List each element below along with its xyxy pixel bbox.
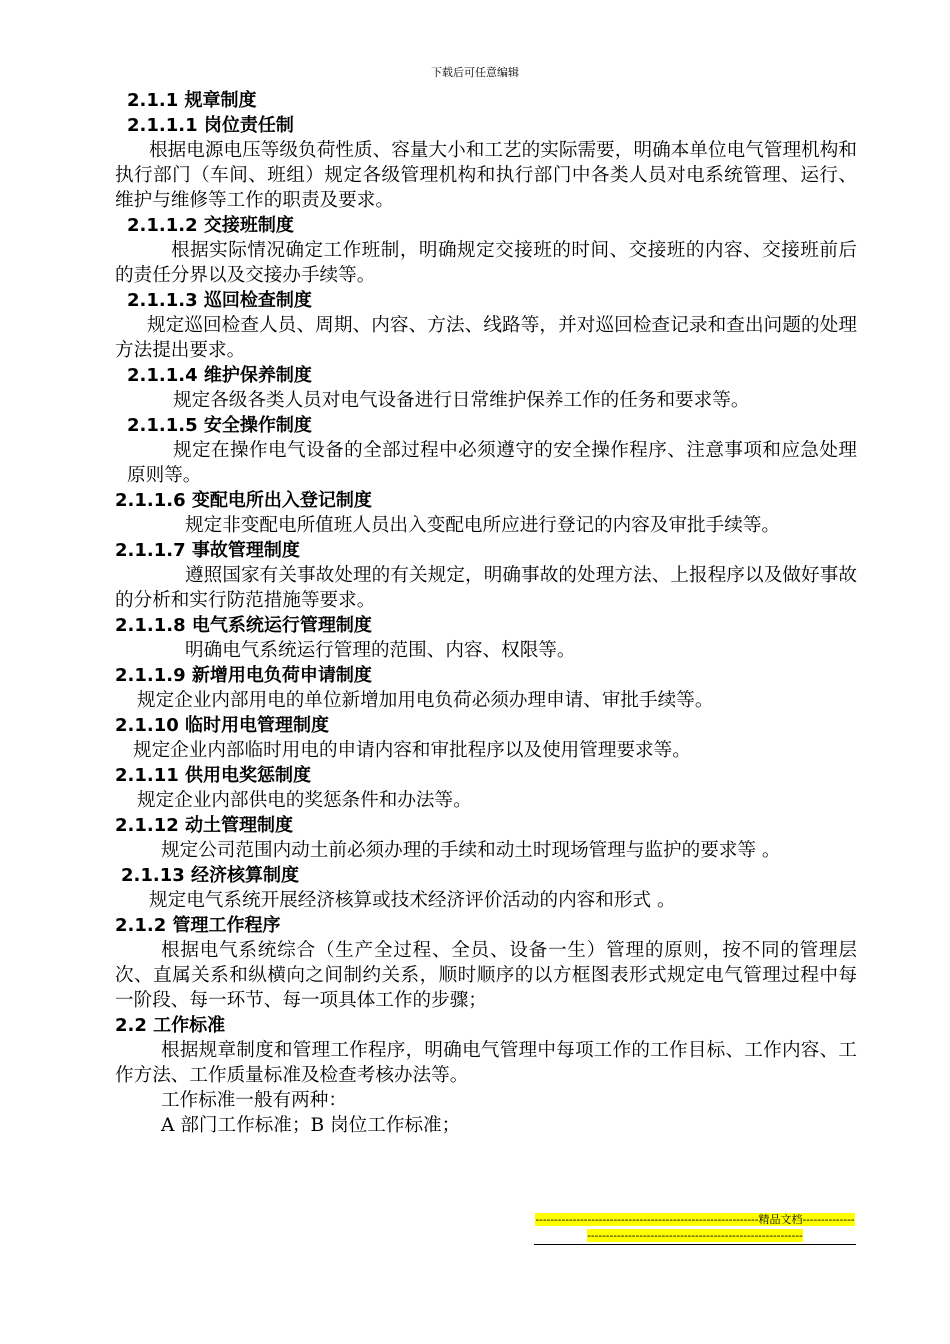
heading-2-1-1-1: 2.1.1.1 岗位责任制 bbox=[127, 115, 294, 136]
paragraph-standard-list: A 部门工作标准；B 岗位工作标准； bbox=[161, 1115, 461, 1136]
heading-2-1-1-5: 2.1.1.5 安全操作制度 bbox=[127, 415, 312, 436]
heading-2-1-12: 2.1.12 动土管理制度 bbox=[115, 815, 294, 836]
heading-2-1-1-7: 2.1.1.7 事故管理制度 bbox=[115, 540, 300, 561]
document-body bbox=[115, 88, 857, 1138]
paragraph-2-2: 根据规章制度和管理工作程序，明确电气管理中每项工作的工作目标、工作内容、工作方法、工作质量标准及检查考核办法等。 bbox=[115, 1040, 857, 1086]
heading-2-1-10: 2.1.10 临时用电管理制度 bbox=[115, 715, 330, 736]
heading-2-2: 2.2 工作标准 bbox=[115, 1015, 226, 1036]
heading-2-1-1-2: 2.1.1.2 交接班制度 bbox=[127, 215, 294, 236]
paragraph-standard-types: 工作标准一般有两种： bbox=[161, 1090, 347, 1111]
page-header: 下载后可任意编辑 bbox=[431, 66, 519, 79]
paragraph-2-1-2: 根据电气系统综合（生产全过程、全员、设备一生）管理的原则，按不同的管理层次、直属关系和纵横向之间制约关系，顺时顺序的以方框图表形式规定电气管理过程中每一阶段、每一环节、每一项具体工作的步骤； bbox=[115, 940, 857, 1011]
paragraph-2-1-1-4: 规定各级各类人员对电气设备进行日常维护保养工作的任务和要求等。 bbox=[173, 390, 750, 411]
page-footer bbox=[534, 1212, 856, 1245]
heading-2-1-11: 2.1.11 供用电奖惩制度 bbox=[115, 765, 312, 786]
heading-2-1-13: 2.1.13 经济核算制度 bbox=[121, 865, 300, 886]
paragraph-2-1-1-7: 遵照国家有关事故处理的有关规定，明确事故的处理方法、上报程序以及做好事故的分析和实行防范措施等要求。 bbox=[115, 565, 857, 611]
paragraph-2-1-11: 规定企业内部供电的奖惩条件和办法等。 bbox=[137, 790, 472, 811]
paragraph-2-1-1-1: 根据电源电压等级负荷性质、容量大小和工艺的实际需要，明确本单位电气管理机构和执行部门（车间、班组）规定各级管理机构和执行部门中各类人员对电系统管理、运行、维护与维修等工作的职责及要求。 bbox=[115, 140, 857, 211]
paragraph-2-1-1-5: 规定在操作电气设备的全部过程中必须遵守的安全操作程序、注意事项和应急处理原则等。 bbox=[127, 440, 857, 486]
paragraph-2-1-1-6: 规定非变配电所值班人员出入变配电所应进行登记的内容及审批手续等。 bbox=[185, 515, 781, 536]
heading-2-1-2: 2.1.2 管理工作程序 bbox=[115, 915, 281, 936]
paragraph-2-1-13: 规定电气系统开展经济核算或技术经济评价活动的内容和形式 。 bbox=[149, 890, 676, 911]
heading-2-1-1-9: 2.1.1.9 新增用电负荷申请制度 bbox=[115, 665, 372, 686]
heading-2-1-1: 2.1.1 规章制度 bbox=[127, 90, 257, 111]
paragraph-2-1-12: 规定公司范围内动土前必须办理的手续和动土时现场管理与监护的要求等 。 bbox=[161, 840, 781, 861]
paragraph-2-1-10: 规定企业内部临时用电的申请内容和审批程序以及使用管理要求等。 bbox=[133, 740, 691, 761]
heading-2-1-1-8: 2.1.1.8 电气系统运行管理制度 bbox=[115, 615, 372, 636]
footer-text: ------------------------------------------------------------精品文档------------------------------------------------------------------------ bbox=[535, 1213, 855, 1242]
paragraph-2-1-1-2: 根据实际情况确定工作班制，明确规定交接班的时间、交接班的内容、交接班前后的责任分界以及交接办手续等。 bbox=[115, 240, 857, 286]
paragraph-2-1-1-3: 规定巡回检查人员、周期、内容、方法、线路等，并对巡回检查记录和查出问题的处理方法提出要求。 bbox=[115, 315, 857, 361]
heading-2-1-1-4: 2.1.1.4 维护保养制度 bbox=[127, 365, 312, 386]
paragraph-2-1-1-9: 规定企业内部用电的单位新增加用电负荷必须办理申请、审批手续等。 bbox=[137, 690, 714, 711]
paragraph-2-1-1-8: 明确电气系统运行管理的范围、内容、权限等。 bbox=[185, 640, 576, 661]
heading-2-1-1-3: 2.1.1.3 巡回检查制度 bbox=[127, 290, 312, 311]
heading-2-1-1-6: 2.1.1.6 变配电所出入登记制度 bbox=[115, 490, 372, 511]
